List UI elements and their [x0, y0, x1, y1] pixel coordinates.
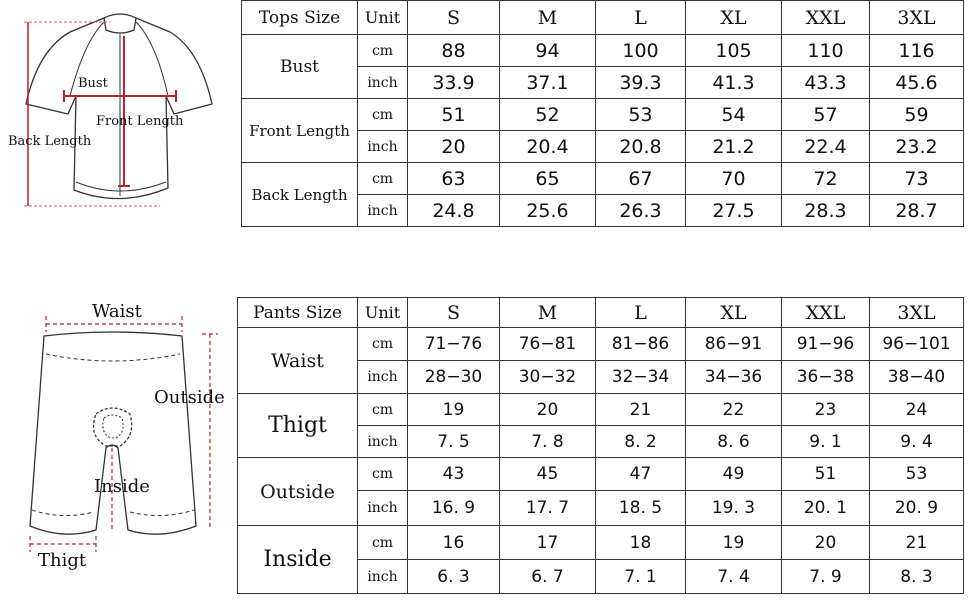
- value-cell: 36−38: [782, 361, 870, 394]
- outside-label: Outside: [154, 387, 225, 408]
- unit-label: cm: [358, 526, 408, 560]
- value-cell: 88: [408, 35, 500, 67]
- value-cell: 59: [870, 99, 964, 131]
- unit-label: inch: [358, 426, 408, 458]
- value-cell: 51: [782, 458, 870, 491]
- value-cell: 7. 1: [596, 560, 686, 594]
- table-row: [238, 526, 964, 560]
- value-cell: 20: [408, 131, 500, 163]
- size-header: XXL: [782, 1, 870, 35]
- value-cell: 51: [408, 99, 500, 131]
- value-cell: 8. 3: [870, 560, 964, 594]
- value-cell: 28.7: [870, 195, 964, 227]
- table-row: [242, 99, 964, 131]
- value-cell: 7. 9: [782, 560, 870, 594]
- size-header: L: [596, 1, 686, 35]
- value-cell: 63: [408, 163, 500, 195]
- thigt-label: Thigt: [38, 550, 87, 571]
- value-cell: 6. 3: [408, 560, 500, 594]
- value-cell: 110: [782, 35, 870, 67]
- size-header: XXL: [782, 298, 870, 328]
- inside-label: Inside: [94, 476, 150, 497]
- value-cell: 28−30: [408, 361, 500, 394]
- value-cell: 100: [596, 35, 686, 67]
- value-cell: 7. 8: [500, 426, 596, 458]
- pants-size-corner: Pants Size: [238, 298, 358, 328]
- value-cell: 38−40: [870, 361, 964, 394]
- value-cell: 49: [686, 458, 782, 491]
- size-header: M: [500, 1, 596, 35]
- measure-label: Back Length: [242, 163, 358, 227]
- front-length-label: Front Length: [96, 114, 184, 129]
- value-cell: 20. 9: [870, 491, 964, 526]
- value-cell: 18: [596, 526, 686, 560]
- measure-label: Front Length: [242, 99, 358, 163]
- value-cell: 20: [500, 394, 596, 426]
- value-cell: 25.6: [500, 195, 596, 227]
- size-header: M: [500, 298, 596, 328]
- value-cell: 43.3: [782, 67, 870, 99]
- value-cell: 22.4: [782, 131, 870, 163]
- tops-header-row: [242, 1, 964, 35]
- value-cell: 21: [596, 394, 686, 426]
- measure-label: Inside: [238, 526, 358, 594]
- value-cell: 105: [686, 35, 782, 67]
- pants-unit-header: Unit: [358, 298, 408, 328]
- value-cell: 7. 5: [408, 426, 500, 458]
- value-cell: 19. 3: [686, 491, 782, 526]
- value-cell: 41.3: [686, 67, 782, 99]
- measure-label: Outside: [238, 458, 358, 526]
- value-cell: 24.8: [408, 195, 500, 227]
- pants-header-row: [238, 298, 964, 328]
- tops-unit-header: Unit: [358, 1, 408, 35]
- value-cell: 76−81: [500, 328, 596, 361]
- value-cell: 26.3: [596, 195, 686, 227]
- tops-size-corner: Tops Size: [242, 1, 358, 35]
- value-cell: 72: [782, 163, 870, 195]
- value-cell: 53: [596, 99, 686, 131]
- value-cell: 96−101: [870, 328, 964, 361]
- value-cell: 9. 1: [782, 426, 870, 458]
- value-cell: 20. 1: [782, 491, 870, 526]
- unit-label: cm: [358, 458, 408, 491]
- value-cell: 21.2: [686, 131, 782, 163]
- value-cell: 19: [408, 394, 500, 426]
- size-header: S: [408, 298, 500, 328]
- unit-label: inch: [358, 361, 408, 394]
- back-length-label: Back Length: [8, 134, 92, 149]
- pants-size-table: [237, 297, 964, 594]
- value-cell: 45: [500, 458, 596, 491]
- value-cell: 32−34: [596, 361, 686, 394]
- unit-label: cm: [358, 163, 408, 195]
- value-cell: 20: [782, 526, 870, 560]
- value-cell: 17: [500, 526, 596, 560]
- value-cell: 33.9: [408, 67, 500, 99]
- size-header: XL: [686, 1, 782, 35]
- table-row: [242, 163, 964, 195]
- measure-label: Waist: [238, 328, 358, 394]
- unit-label: cm: [358, 35, 408, 67]
- value-cell: 22: [686, 394, 782, 426]
- value-cell: 24: [870, 394, 964, 426]
- value-cell: 54: [686, 99, 782, 131]
- value-cell: 47: [596, 458, 686, 491]
- value-cell: 6. 7: [500, 560, 596, 594]
- unit-label: inch: [358, 67, 408, 99]
- value-cell: 73: [870, 163, 964, 195]
- value-cell: 37.1: [500, 67, 596, 99]
- size-header: S: [408, 1, 500, 35]
- unit-label: cm: [358, 99, 408, 131]
- value-cell: 20.4: [500, 131, 596, 163]
- value-cell: 34−36: [686, 361, 782, 394]
- value-cell: 43: [408, 458, 500, 491]
- unit-label: cm: [358, 328, 408, 361]
- jersey-outline: [26, 14, 212, 199]
- value-cell: 53: [870, 458, 964, 491]
- value-cell: 16. 9: [408, 491, 500, 526]
- value-cell: 45.6: [870, 67, 964, 99]
- value-cell: 17. 7: [500, 491, 596, 526]
- value-cell: 91−96: [782, 328, 870, 361]
- size-header: L: [596, 298, 686, 328]
- unit-label: inch: [358, 560, 408, 594]
- value-cell: 39.3: [596, 67, 686, 99]
- value-cell: 71−76: [408, 328, 500, 361]
- measure-label: Thigt: [238, 394, 358, 458]
- unit-label: inch: [358, 195, 408, 227]
- tops-size-table: [241, 0, 964, 227]
- value-cell: 30−32: [500, 361, 596, 394]
- size-header: 3XL: [870, 298, 964, 328]
- table-row: [238, 328, 964, 361]
- chamois-pad-icon: [94, 408, 132, 446]
- value-cell: 21: [870, 526, 964, 560]
- table-row: [238, 458, 964, 491]
- size-header: 3XL: [870, 1, 964, 35]
- value-cell: 27.5: [686, 195, 782, 227]
- table-row: [238, 394, 964, 426]
- value-cell: 70: [686, 163, 782, 195]
- value-cell: 57: [782, 99, 870, 131]
- value-cell: 23.2: [870, 131, 964, 163]
- value-cell: 65: [500, 163, 596, 195]
- value-cell: 7. 4: [686, 560, 782, 594]
- value-cell: 81−86: [596, 328, 686, 361]
- unit-label: cm: [358, 394, 408, 426]
- value-cell: 16: [408, 526, 500, 560]
- shorts-outline: [30, 332, 196, 534]
- table-row: [242, 35, 964, 67]
- value-cell: 20.8: [596, 131, 686, 163]
- unit-label: inch: [358, 131, 408, 163]
- value-cell: 52: [500, 99, 596, 131]
- value-cell: 116: [870, 35, 964, 67]
- value-cell: 67: [596, 163, 686, 195]
- value-cell: 19: [686, 526, 782, 560]
- measure-label: Bust: [242, 35, 358, 99]
- value-cell: 9. 4: [870, 426, 964, 458]
- value-cell: 94: [500, 35, 596, 67]
- value-cell: 8. 2: [596, 426, 686, 458]
- value-cell: 23: [782, 394, 870, 426]
- value-cell: 28.3: [782, 195, 870, 227]
- value-cell: 8. 6: [686, 426, 782, 458]
- waist-label: Waist: [92, 301, 142, 322]
- value-cell: 18. 5: [596, 491, 686, 526]
- value-cell: 86−91: [686, 328, 782, 361]
- bust-label: Bust: [78, 76, 108, 91]
- size-header: XL: [686, 298, 782, 328]
- unit-label: inch: [358, 491, 408, 526]
